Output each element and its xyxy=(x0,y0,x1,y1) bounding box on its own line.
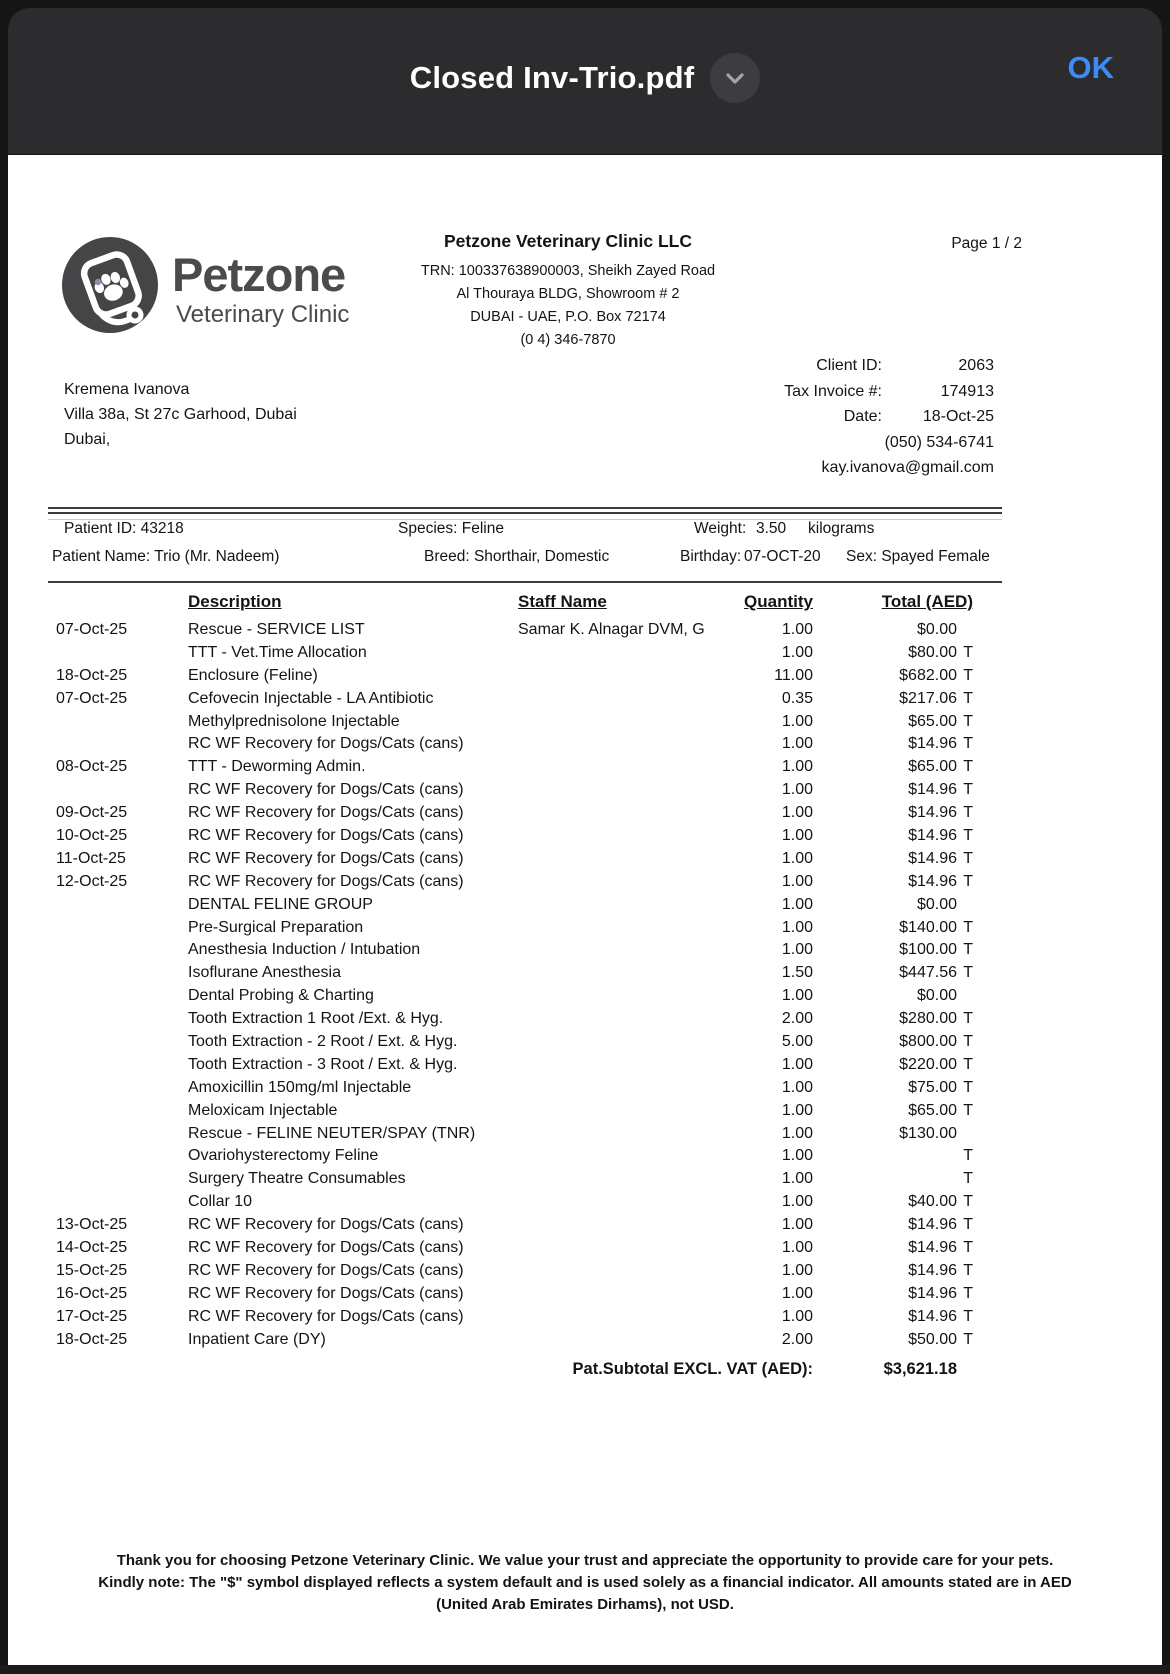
line-tax-flag xyxy=(957,619,973,642)
line-quantity: 1.00 xyxy=(781,918,813,936)
clinic-address-line: Al Thouraya BLDG, Showroom # 2 xyxy=(456,286,680,302)
line-staff xyxy=(518,917,736,940)
line-staff xyxy=(518,1283,736,1306)
petzone-paw-logo-icon xyxy=(60,235,160,335)
line-tax-flag: T xyxy=(963,781,973,799)
line-staff xyxy=(518,848,736,871)
line-tax-flag: T xyxy=(963,1055,973,1073)
line-date xyxy=(56,642,188,665)
line-date: 08-Oct-25 xyxy=(56,758,128,776)
line-tax-flag: T xyxy=(963,1307,973,1325)
line-staff xyxy=(518,688,736,711)
line-quantity: 1.00 xyxy=(781,1261,813,1279)
ok-button[interactable]: OK xyxy=(1067,50,1114,85)
line-description: Amoxicillin 150mg/ml Injectable xyxy=(188,1078,412,1096)
line-date xyxy=(56,733,188,756)
clinic-address-line: TRN: 100337638900003, Sheikh Zayed Road xyxy=(420,263,716,279)
line-description: RC WF Recovery for Dogs/Cats (cans) xyxy=(188,849,464,867)
line-description: Rescue - FELINE NEUTER/SPAY (TNR) xyxy=(188,1124,476,1142)
line-amount: $14.96 xyxy=(908,1284,957,1302)
line-description: RC WF Recovery for Dogs/Cats (cans) xyxy=(188,804,464,822)
invoice-line-item xyxy=(56,962,973,985)
clinic-name: Petzone Veterinary Clinic LLC xyxy=(444,231,692,251)
line-tax-flag: T xyxy=(963,804,973,822)
line-date xyxy=(56,939,188,962)
patient-name: Patient Name: Trio (Mr. Nadeem) xyxy=(52,548,280,565)
line-staff xyxy=(518,985,736,1008)
line-date xyxy=(56,1054,188,1077)
line-quantity: 2.00 xyxy=(781,1330,813,1348)
line-amount: $280.00 xyxy=(899,1010,957,1028)
invoice-line-item xyxy=(56,1008,973,1031)
line-date xyxy=(56,1123,188,1146)
line-amount: $14.96 xyxy=(908,849,957,867)
line-tax-flag: T xyxy=(963,1193,973,1211)
client-email: kay.ivanova@gmail.com xyxy=(821,459,994,476)
patient-birthday-label: Birthday: xyxy=(680,548,742,565)
line-description: RC WF Recovery for Dogs/Cats (cans) xyxy=(188,1307,464,1325)
line-staff xyxy=(518,1054,736,1077)
patient-weight-label: Weight: xyxy=(694,520,747,537)
line-quantity: 1.00 xyxy=(781,895,813,913)
patient-section-top-rule xyxy=(48,507,1002,520)
line-description: RC WF Recovery for Dogs/Cats (cans) xyxy=(188,1284,464,1302)
footer-line1: Thank you for choosing Petzone Veterinary Clinic. We value your trust and appreciate the opportunity to provide care for your pets. xyxy=(116,1552,1054,1569)
line-description: Tooth Extraction - 2 Root / Ext. & Hyg. xyxy=(188,1033,458,1051)
line-amount: $0.00 xyxy=(916,987,957,1005)
line-description: RC WF Recovery for Dogs/Cats (cans) xyxy=(188,781,464,799)
line-description: Collar 10 xyxy=(188,1193,253,1211)
subtotal-label: Pat.Subtotal EXCL. VAT (AED): xyxy=(572,1359,813,1378)
footer-note xyxy=(48,1550,1122,1616)
tax-invoice-label: Tax Invoice #: xyxy=(784,382,882,400)
line-tax-flag: T xyxy=(963,1261,973,1279)
line-date xyxy=(56,1168,188,1191)
titlebar xyxy=(8,8,1162,154)
invoice-line-item xyxy=(56,1191,973,1214)
line-description: Tooth Extraction 1 Root /Ext. & Hyg. xyxy=(188,1010,444,1028)
line-quantity: 5.00 xyxy=(781,1033,813,1051)
client-name: Kremena Ivanova xyxy=(64,381,190,398)
line-staff xyxy=(518,802,736,825)
line-tax-flag xyxy=(957,985,973,1008)
line-staff: Samar K. Alnagar DVM, G xyxy=(518,621,705,638)
invoice-line-item xyxy=(56,665,973,688)
line-tax-flag: T xyxy=(963,849,973,867)
line-date: 14-Oct-25 xyxy=(56,1239,128,1257)
line-tax-flag: T xyxy=(963,735,973,753)
line-tax-flag xyxy=(957,894,973,917)
clinic-header xyxy=(338,231,798,352)
line-staff xyxy=(518,962,736,985)
line-staff xyxy=(518,642,736,665)
tax-invoice-value: 174913 xyxy=(940,382,994,400)
line-staff xyxy=(518,1100,736,1123)
line-staff xyxy=(518,1329,736,1352)
line-amount: $140.00 xyxy=(899,918,957,936)
line-staff xyxy=(518,1214,736,1237)
line-quantity: 1.00 xyxy=(781,643,813,661)
line-date: 16-Oct-25 xyxy=(56,1284,128,1302)
invoice-line-item xyxy=(56,1145,973,1168)
line-description: DENTAL FELINE GROUP xyxy=(188,895,373,913)
line-description: Methylprednisolone Injectable xyxy=(188,712,400,730)
line-amount: $65.00 xyxy=(908,712,957,730)
header-description: Description xyxy=(188,592,282,611)
line-description: RC WF Recovery for Dogs/Cats (cans) xyxy=(188,872,464,890)
line-amount: $14.96 xyxy=(908,804,957,822)
line-description: TTT - Vet.Time Allocation xyxy=(188,643,367,661)
clinic-address-line: DUBAI - UAE, P.O. Box 72174 xyxy=(470,309,666,325)
line-date: 09-Oct-25 xyxy=(56,804,128,822)
invoice-line-item xyxy=(56,825,973,848)
line-description: Cefovecin Injectable - LA Antibiotic xyxy=(188,689,434,707)
line-description: Surgery Theatre Consumables xyxy=(188,1170,406,1188)
line-quantity: 1.00 xyxy=(781,1147,813,1165)
header-quantity: Quantity xyxy=(744,592,813,611)
line-quantity: 1.00 xyxy=(781,735,813,753)
line-description: Ovariohysterectomy Feline xyxy=(188,1147,379,1165)
line-tax-flag: T xyxy=(963,1078,973,1096)
invoice-line-item xyxy=(56,1260,973,1283)
invoice-line-item xyxy=(56,1100,973,1123)
line-tax-flag: T xyxy=(963,666,973,684)
date-label: Date: xyxy=(843,408,882,425)
line-staff xyxy=(518,871,736,894)
line-date: 12-Oct-25 xyxy=(56,872,128,890)
footer-line2: Kindly note: The "$" symbol displayed reflects a system default and is used solely as a financial indicator. All amounts stated are in AED xyxy=(98,1574,1072,1591)
subtotal-value: $3,621.18 xyxy=(883,1359,957,1378)
invoice-line-item xyxy=(56,642,973,665)
line-date xyxy=(56,917,188,940)
invoice-line-item xyxy=(56,711,973,734)
line-amount: $682.00 xyxy=(899,666,957,684)
line-amount: $14.96 xyxy=(908,827,957,845)
pdf-page xyxy=(8,155,1162,1665)
line-amount: $50.00 xyxy=(908,1330,957,1348)
header-staff-name: Staff Name xyxy=(518,592,607,611)
line-description: Dental Probing & Charting xyxy=(188,987,374,1005)
invoice-line-item xyxy=(56,1077,973,1100)
line-quantity: 1.00 xyxy=(781,1216,813,1234)
invoice-meta-block xyxy=(574,353,994,481)
line-tax-flag: T xyxy=(963,964,973,982)
logo-subtext: Veterinary Clinic xyxy=(176,301,350,328)
line-staff xyxy=(518,756,736,779)
line-quantity: 1.00 xyxy=(781,849,813,867)
line-staff xyxy=(518,779,736,802)
line-staff xyxy=(518,1237,736,1260)
line-staff xyxy=(518,1306,736,1329)
line-amount: $80.00 xyxy=(908,643,957,661)
footer-line3: (United Arab Emirates Dirhams), not USD. xyxy=(436,1596,734,1613)
line-staff xyxy=(518,733,736,756)
line-quantity: 1.00 xyxy=(781,827,813,845)
line-quantity: 1.00 xyxy=(781,1124,813,1142)
patient-birthday-value: 07-OCT-20 xyxy=(744,548,821,565)
patient-species: Species: Feline xyxy=(398,520,504,537)
line-tax-flag: T xyxy=(963,643,973,661)
invoice-line-item xyxy=(56,917,973,940)
invoice-line-item xyxy=(56,802,973,825)
invoice-line-item xyxy=(56,733,973,756)
line-tax-flag: T xyxy=(963,1010,973,1028)
client-id-value: 2063 xyxy=(958,357,994,374)
patient-sex: Sex: Spayed Female xyxy=(846,548,990,565)
line-date: 13-Oct-25 xyxy=(56,1216,128,1234)
line-description: RC WF Recovery for Dogs/Cats (cans) xyxy=(188,827,464,845)
line-quantity: 0.35 xyxy=(781,689,813,707)
line-amount: $14.96 xyxy=(908,1307,957,1325)
line-staff xyxy=(518,1191,736,1214)
invoice-line-item xyxy=(56,1306,973,1329)
invoice-line-item xyxy=(56,1054,973,1077)
line-amount: $130.00 xyxy=(899,1124,957,1142)
line-staff xyxy=(518,1077,736,1100)
invoice-line-item xyxy=(56,848,973,871)
bottom-edge xyxy=(0,1665,1170,1674)
line-staff xyxy=(518,1168,736,1191)
line-date: 07-Oct-25 xyxy=(56,689,128,707)
date-value: 18-Oct-25 xyxy=(922,408,994,425)
clinic-logo xyxy=(60,235,380,345)
line-tax-flag: T xyxy=(963,1101,973,1119)
line-quantity: 1.00 xyxy=(781,1307,813,1325)
header-total: Total (AED) xyxy=(881,592,973,611)
client-address-line2: Dubai, xyxy=(64,431,111,448)
line-date xyxy=(56,1077,188,1100)
invoice-line-item xyxy=(56,756,973,779)
invoice-line-item xyxy=(56,894,973,917)
line-amount: $0.00 xyxy=(916,895,957,913)
line-quantity: 2.00 xyxy=(781,1010,813,1028)
invoice-line-item xyxy=(56,1123,973,1146)
line-description: Meloxicam Injectable xyxy=(188,1101,338,1119)
line-amount: $65.00 xyxy=(908,758,957,776)
patient-info-row2 xyxy=(8,548,1162,572)
line-date xyxy=(56,985,188,1008)
line-staff xyxy=(518,711,736,734)
line-tax-flag: T xyxy=(963,1216,973,1234)
invoice-line-item xyxy=(56,985,973,1008)
line-date: 10-Oct-25 xyxy=(56,827,128,845)
line-tax-flag: T xyxy=(963,941,973,959)
line-tax-flag: T xyxy=(963,712,973,730)
line-description: Anesthesia Induction / Intubation xyxy=(188,941,421,959)
line-staff xyxy=(518,939,736,962)
patient-weight-value: 3.50 xyxy=(756,520,787,537)
line-description: Inpatient Care (DY) xyxy=(188,1330,326,1348)
line-quantity: 1.00 xyxy=(781,1239,813,1257)
line-date xyxy=(56,711,188,734)
line-description: RC WF Recovery for Dogs/Cats (cans) xyxy=(188,735,464,753)
line-date: 18-Oct-25 xyxy=(56,1330,128,1348)
line-tax-flag: T xyxy=(963,1239,973,1257)
line-quantity: 1.00 xyxy=(781,872,813,890)
patient-section-bottom-rule xyxy=(48,581,1002,583)
invoice-line-item xyxy=(56,1031,973,1054)
line-description: RC WF Recovery for Dogs/Cats (cans) xyxy=(188,1261,464,1279)
line-tax-flag: T xyxy=(963,918,973,936)
patient-id: Patient ID: 43218 xyxy=(64,520,184,537)
line-quantity: 1.00 xyxy=(781,1170,813,1188)
line-staff xyxy=(518,894,736,917)
line-description: TTT - Deworming Admin. xyxy=(188,758,366,776)
line-date xyxy=(56,1145,188,1168)
line-quantity: 1.50 xyxy=(781,964,813,982)
line-date xyxy=(56,1191,188,1214)
invoice-line-item xyxy=(56,619,973,642)
line-amount: $14.96 xyxy=(908,872,957,890)
line-quantity: 1.00 xyxy=(781,1193,813,1211)
page-indicator: Page 1 / 2 xyxy=(951,235,1022,252)
line-amount: $14.96 xyxy=(908,1261,957,1279)
line-quantity: 1.00 xyxy=(781,987,813,1005)
line-quantity: 1.00 xyxy=(781,804,813,822)
line-description: RC WF Recovery for Dogs/Cats (cans) xyxy=(188,1239,464,1257)
line-description: Enclosure (Feline) xyxy=(188,666,318,684)
document-title: Closed Inv-Trio.pdf xyxy=(409,60,695,95)
line-tax-flag: T xyxy=(963,872,973,890)
line-tax-flag: T xyxy=(963,689,973,707)
line-tax-flag: T xyxy=(963,1330,973,1348)
line-staff xyxy=(518,665,736,688)
line-quantity: 1.00 xyxy=(781,1284,813,1302)
line-amount: $217.06 xyxy=(899,689,957,707)
invoice-line-item xyxy=(56,1329,973,1352)
line-amount: $40.00 xyxy=(908,1193,957,1211)
line-description: Pre-Surgical Preparation xyxy=(188,918,364,936)
line-date: 07-Oct-25 xyxy=(56,621,128,638)
subtotal-row xyxy=(56,1360,973,1379)
client-address-line1: Villa 38a, St 27c Garhood, Dubai xyxy=(64,406,297,423)
line-amount: $14.96 xyxy=(908,1216,957,1234)
patient-info-row1 xyxy=(8,520,1162,544)
line-date xyxy=(56,779,188,802)
line-quantity: 1.00 xyxy=(781,758,813,776)
clinic-phone: (0 4) 346-7870 xyxy=(520,332,616,348)
invoice-line-item xyxy=(56,779,973,802)
invoice-line-item xyxy=(56,871,973,894)
line-amount xyxy=(813,1145,957,1168)
line-tax-flag: T xyxy=(963,1033,973,1051)
line-quantity: 11.00 xyxy=(774,666,813,684)
line-quantity: 1.00 xyxy=(781,941,813,959)
line-amount: $0.00 xyxy=(916,621,957,638)
line-quantity: 1.00 xyxy=(781,1078,813,1096)
line-description: Isoflurane Anesthesia xyxy=(188,964,341,982)
line-date xyxy=(56,962,188,985)
line-staff xyxy=(518,1008,736,1031)
client-address-block xyxy=(64,377,297,452)
line-tax-flag: T xyxy=(963,1170,973,1188)
logo-wordmark: Petzone xyxy=(172,248,346,301)
client-phone: (050) 534-6741 xyxy=(884,433,994,451)
invoice-line-item xyxy=(56,939,973,962)
line-date: 11-Oct-25 xyxy=(56,849,126,867)
line-amount: $447.56 xyxy=(899,964,957,982)
invoice-line-item xyxy=(56,1168,973,1191)
line-description: RC WF Recovery for Dogs/Cats (cans) xyxy=(188,1216,464,1234)
chevron-down-icon xyxy=(722,65,748,91)
patient-weight-unit: kilograms xyxy=(808,520,875,537)
line-amount: $65.00 xyxy=(908,1101,957,1119)
line-quantity: 1.00 xyxy=(781,621,813,638)
client-id-label: Client ID: xyxy=(816,357,882,374)
invoice-table xyxy=(56,592,973,1379)
line-amount: $800.00 xyxy=(899,1033,957,1051)
patient-breed: Breed: Shorthair, Domestic xyxy=(424,548,610,565)
line-staff xyxy=(518,1031,736,1054)
line-quantity: 1.00 xyxy=(781,1055,813,1073)
invoice-line-item xyxy=(56,1214,973,1237)
line-amount: $100.00 xyxy=(899,941,957,959)
invoice-line-item xyxy=(56,1237,973,1260)
line-date xyxy=(56,1031,188,1054)
line-amount: $220.00 xyxy=(899,1055,957,1073)
line-quantity: 1.00 xyxy=(781,781,813,799)
line-staff xyxy=(518,825,736,848)
line-staff xyxy=(518,1123,736,1146)
invoice-line-item xyxy=(56,688,973,711)
line-tax-flag: T xyxy=(963,827,973,845)
line-description: Tooth Extraction - 3 Root / Ext. & Hyg. xyxy=(188,1055,458,1073)
line-staff xyxy=(518,1145,736,1168)
line-amount: $14.96 xyxy=(908,735,957,753)
line-description: Rescue - SERVICE LIST xyxy=(188,621,365,638)
line-tax-flag xyxy=(957,1123,973,1146)
line-date xyxy=(56,894,188,917)
line-date: 18-Oct-25 xyxy=(56,666,128,684)
line-tax-flag: T xyxy=(963,1284,973,1302)
line-date xyxy=(56,1008,188,1031)
invoice-rows xyxy=(56,619,973,1352)
line-date: 17-Oct-25 xyxy=(56,1307,128,1325)
line-amount xyxy=(813,1168,957,1191)
invoice-line-item xyxy=(56,1283,973,1306)
line-date xyxy=(56,1100,188,1123)
title-menu-button[interactable] xyxy=(710,53,760,103)
line-quantity: 1.00 xyxy=(781,712,813,730)
line-amount: $14.96 xyxy=(908,1239,957,1257)
line-amount: $75.00 xyxy=(908,1078,957,1096)
line-quantity: 1.00 xyxy=(781,1101,813,1119)
line-date: 15-Oct-25 xyxy=(56,1261,128,1279)
line-amount: $14.96 xyxy=(908,781,957,799)
line-tax-flag: T xyxy=(963,1147,973,1165)
line-staff xyxy=(518,1260,736,1283)
line-tax-flag: T xyxy=(963,758,973,776)
invoice-table-header xyxy=(56,592,973,619)
